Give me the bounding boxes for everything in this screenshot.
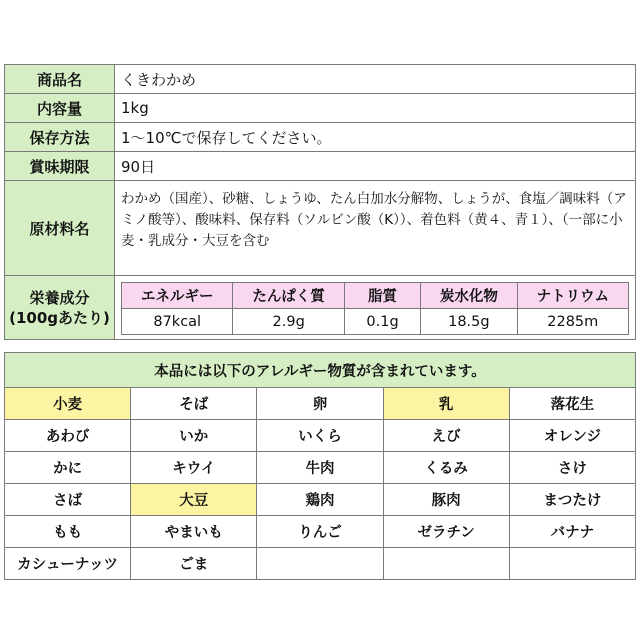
allergen-cell: ごま — [131, 548, 257, 580]
allergen-cell: 鶏肉 — [257, 484, 383, 516]
row-product-name — [5, 65, 636, 94]
allergen-cell: 落花生 — [509, 388, 635, 420]
nutrition-panel — [115, 276, 636, 340]
nutrition-value-fat: 0.1g — [344, 309, 420, 335]
allergen-row — [5, 388, 636, 420]
allergen-cell: カシューナッツ — [5, 548, 131, 580]
row-nutrition — [5, 276, 636, 340]
allergen-row — [5, 484, 636, 516]
allergen-cell: オレンジ — [509, 420, 635, 452]
allergen-row — [5, 452, 636, 484]
nutrition-table — [121, 282, 629, 335]
allergen-row — [5, 548, 636, 580]
nutrition-value-sodium: 2285m — [517, 309, 628, 335]
allergen-cell: 豚肉 — [383, 484, 509, 516]
allergen-cell: えび — [383, 420, 509, 452]
allergen-cell: いか — [131, 420, 257, 452]
allergen-cell: やまいも — [131, 516, 257, 548]
allergen-title: 本品には以下のアレルギー物質が含まれています。 — [5, 353, 636, 388]
product-info-table — [4, 64, 636, 340]
allergen-title-row — [5, 353, 636, 388]
allergen-cell — [383, 548, 509, 580]
nutrition-header-carbs: 炭水化物 — [421, 283, 517, 309]
allergen-cell: 牛肉 — [257, 452, 383, 484]
allergen-cell: いくら — [257, 420, 383, 452]
storage-label: 保存方法 — [5, 123, 115, 152]
expiry-value: 90日 — [115, 152, 636, 181]
allergen-cell: 乳 — [383, 388, 509, 420]
allergen-row — [5, 420, 636, 452]
nutrition-header-sodium: ナトリウム — [517, 283, 628, 309]
nutrition-label — [5, 276, 115, 340]
storage-value: 1〜10℃で保存してください。 — [115, 123, 636, 152]
nutrition-label-line2: (100gあたり) — [9, 308, 110, 327]
allergen-cell: まつたけ — [509, 484, 635, 516]
allergen-cell: バナナ — [509, 516, 635, 548]
row-ingredients — [5, 181, 636, 276]
ingredients-value: わかめ（国産）、砂糖、しょうゆ、たん白加水分解物、しょうが、食塩／調味料（アミノ酸等）、酸味料、保存料（ソルビン酸（K））、着色料（黄４、青１）、（一部に小麦・乳成分・大豆を含む — [115, 181, 636, 276]
expiry-label: 賞味期限 — [5, 152, 115, 181]
allergen-row — [5, 516, 636, 548]
allergen-cell: 大豆 — [131, 484, 257, 516]
allergen-cell: あわび — [5, 420, 131, 452]
allergen-cell: さけ — [509, 452, 635, 484]
row-content — [5, 94, 636, 123]
row-expiry — [5, 152, 636, 181]
nutrition-header-protein: たんぱく質 — [233, 283, 344, 309]
allergen-cell: くるみ — [383, 452, 509, 484]
allergen-cell: りんご — [257, 516, 383, 548]
nutrition-value-row — [122, 309, 629, 335]
nutrition-value-energy: 87kcal — [122, 309, 233, 335]
nutrition-header-row — [122, 283, 629, 309]
product-name-value: くきわかめ — [115, 65, 636, 94]
allergen-cell: かに — [5, 452, 131, 484]
nutrition-header-energy: エネルギー — [122, 283, 233, 309]
row-storage — [5, 123, 636, 152]
allergen-cell — [509, 548, 635, 580]
nutrition-value-carbs: 18.5g — [421, 309, 517, 335]
nutrition-header-fat: 脂質 — [344, 283, 420, 309]
content-value: 1kg — [115, 94, 636, 123]
nutrition-label-line1: 栄養成分 — [29, 288, 90, 307]
allergen-cell: そば — [131, 388, 257, 420]
allergen-cell: ゼラチン — [383, 516, 509, 548]
allergen-cell: 卵 — [257, 388, 383, 420]
allergen-cell: キウイ — [131, 452, 257, 484]
content-label: 内容量 — [5, 94, 115, 123]
ingredients-label: 原材料名 — [5, 181, 115, 276]
product-name-label: 商品名 — [5, 65, 115, 94]
allergen-cell: さば — [5, 484, 131, 516]
nutrition-value-protein: 2.9g — [233, 309, 344, 335]
allergen-cell — [257, 548, 383, 580]
allergen-cell: 小麦 — [5, 388, 131, 420]
allergen-cell: もも — [5, 516, 131, 548]
allergen-table — [4, 352, 636, 580]
